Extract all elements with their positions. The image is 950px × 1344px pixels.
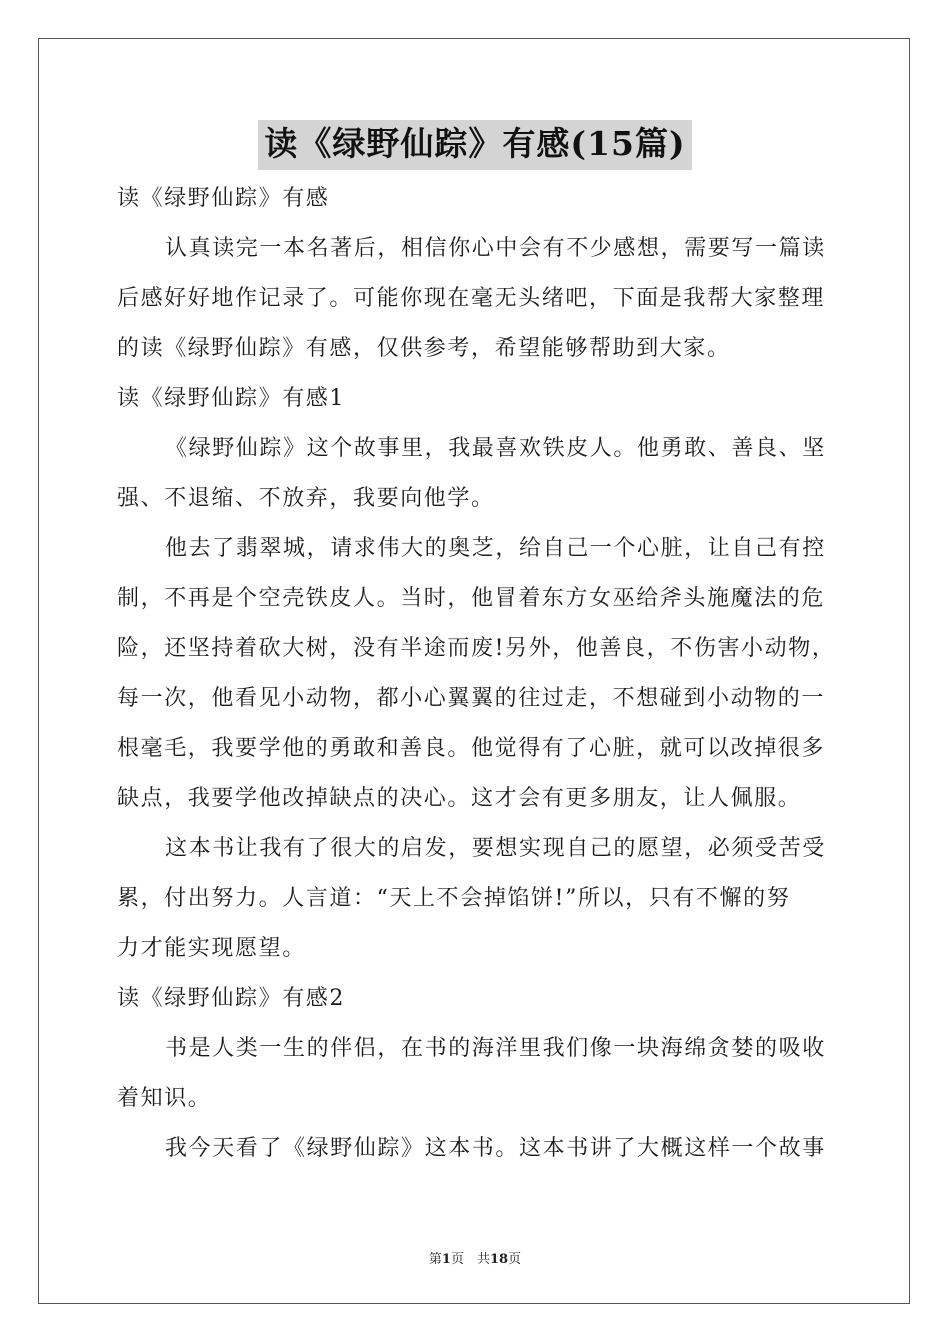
text-line: 读《绿野仙踪》有感2 bbox=[117, 986, 345, 1011]
text-line: 这本书让我有了很大的启发，要想实现自己的愿望，必须受苦受 bbox=[165, 836, 826, 861]
text-line: 读《绿野仙踪》有感1 bbox=[117, 386, 345, 411]
page-footer bbox=[0, 1248, 950, 1267]
document-title: 读《绿野仙踪》有感(15篇) bbox=[258, 120, 691, 170]
text-line: 读《绿野仙踪》有感 bbox=[117, 186, 330, 211]
text-line: 《绿野仙踪》这个故事里，我最喜欢铁皮人。他勇敢、善良、坚 bbox=[165, 436, 826, 461]
title-container bbox=[0, 120, 950, 170]
text-line: 每一次，他看见小动物，都小心翼翼的往过走，不想碰到小动物的一 bbox=[117, 686, 826, 711]
text-line: 缺点，我要学他改掉缺点的决心。这才会有更多朋友，让人佩服。 bbox=[117, 786, 802, 811]
text-line: 强、不退缩、不放弃，我要向他学。 bbox=[117, 486, 495, 511]
footer-prefix: 第 bbox=[428, 1252, 442, 1267]
text-line: 他去了翡翠城，请求伟大的奥芝，给自己一个心脏，让自己有控 bbox=[165, 536, 826, 561]
text-line: 着知识。 bbox=[117, 1086, 212, 1111]
text-line: 认真读完一本名著后，相信你心中会有不少感想，需要写一篇读 bbox=[165, 236, 826, 261]
text-line: 险，还坚持着砍大树，没有半途而废!另外，他善良，不伤害小动物， bbox=[117, 636, 836, 661]
text-line: 累，付出努力。人言道：“天上不会掉馅饼!”所以，只有不懈的努 bbox=[117, 886, 791, 911]
text-line: 力才能实现愿望。 bbox=[117, 936, 306, 961]
text-line: 我今天看了《绿野仙踪》这本书。这本书讲了大概这样一个故事 bbox=[165, 1136, 826, 1161]
footer-suffix: 页 bbox=[508, 1252, 522, 1267]
text-line: 制，不再是个空壳铁皮人。当时，他冒着东方女巫给斧头施魔法的危 bbox=[117, 586, 826, 611]
footer-middle: 页 共 bbox=[450, 1252, 490, 1267]
total-page-number: 18 bbox=[489, 1252, 509, 1267]
current-page-number: 1 bbox=[441, 1252, 451, 1267]
text-line: 书是人类一生的伴侣，在书的海洋里我们像一块海绵贪婪的吸收 bbox=[165, 1036, 826, 1061]
text-line: 后感好好地作记录了。可能你现在毫无头绪吧，下面是我帮大家整理 bbox=[117, 286, 826, 311]
text-line: 根毫毛，我要学他的勇敢和善良。他觉得有了心脏，就可以改掉很多 bbox=[117, 736, 826, 761]
text-line: 的读《绿野仙踪》有感，仅供参考，希望能够帮助到大家。 bbox=[117, 336, 731, 361]
